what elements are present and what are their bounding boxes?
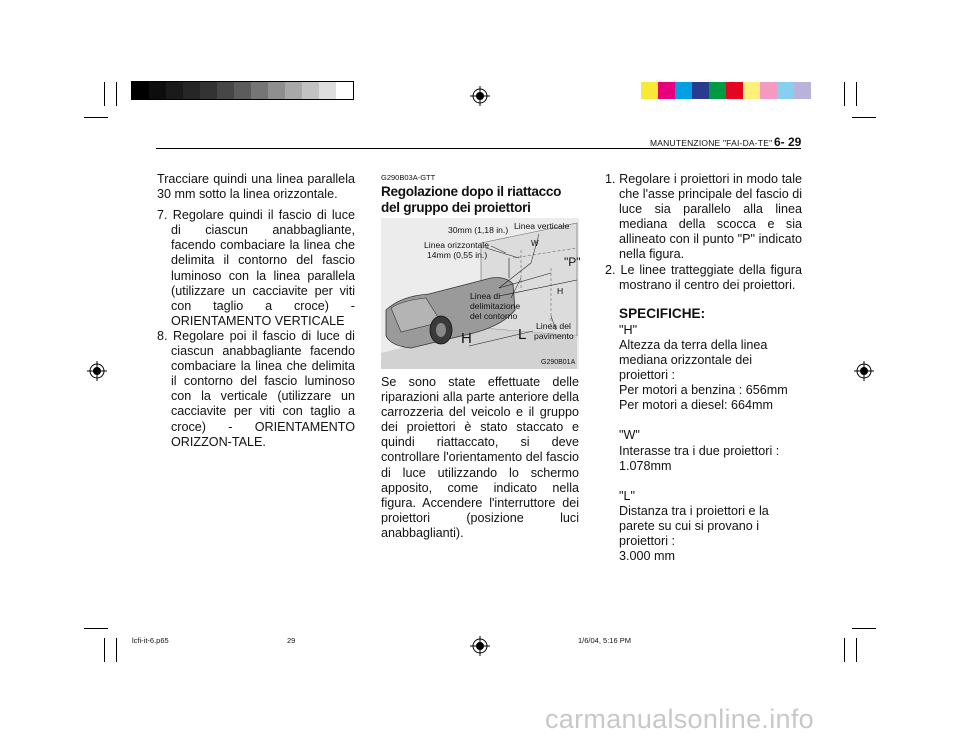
step-8: 8. Regolare poi il fascio di luce di ciascun anabbagliante facendo combaciare la linea che delimita il contorno del fascio luminoso con la verticale (utilizzare un cacciavite per viti con taglio a croce) - ORIENTAMENTO ORIZZON-TALE.: [157, 328, 355, 449]
registration-target-icon: [854, 361, 874, 381]
label-vertical-line: Linea verticale: [514, 221, 570, 231]
registration-target-icon: [87, 361, 107, 381]
label-contour-3: del contorno: [470, 311, 518, 321]
header-rule: [156, 148, 801, 149]
footer-date: 1/6/04, 5:16 PM: [578, 636, 631, 645]
middle-column: [381, 173, 579, 216]
footer-filename: lcfi-it-6.p65: [132, 636, 169, 645]
section-heading: Regolazione dopo il riattacco del gruppo dei proiettori: [381, 184, 562, 215]
step-2: 2. Le linee tratteggiate della figura mostrano il centro dei proiettori.: [605, 262, 802, 292]
label-l-big: L: [518, 326, 527, 343]
label-30mm: 30mm (1,18 in.): [448, 225, 509, 235]
spec-w-title: "W": [619, 428, 640, 443]
spec-l-title: "L": [619, 488, 635, 503]
spec-w-desc: Interasse tra i due proiettori :: [619, 443, 780, 458]
step-1: 1. Regolare i proiettori in modo tale che l'asse principale del fascio di luce sia parallelo alla linea mediana della scocca e sia allineato con il punto "P" indicato nella figura.: [605, 172, 803, 262]
spec-title: SPECIFICHE:: [619, 305, 706, 321]
spec-h-title: "H": [619, 322, 638, 337]
label-floor-2: pavimento: [534, 331, 574, 341]
figure-code: G290B01A: [541, 359, 576, 366]
middle-body-paragraph: Se sono state effettuate delle riparazioni alla parte anteriore della carrozzeria del veicolo e il gruppo dei proiettori è stato staccato e quindi riattaccato, si deve controllare l'orientamento del fascio di luce utilizzando lo schermo apposito, come indicato nella figura. Accendere l'interruttore dei proiettori (posizione luci anabbaglianti).: [381, 375, 579, 540]
spec-h-diesel: Per motori a diesel: 664mm: [619, 398, 773, 413]
middle-body: [381, 375, 579, 541]
spec-l-desc: Distanza tra i proiettori e la parete su cui si provano i proiettori :: [619, 503, 769, 548]
label-floor-1: Linea del: [536, 321, 571, 331]
section-code: G290B03A-GTT: [381, 173, 436, 182]
specifications: [605, 306, 802, 564]
label-14mm: 14mm (0,55 in.): [427, 250, 488, 260]
label-point-p: "P": [564, 255, 581, 269]
label-h-big: H: [461, 330, 472, 347]
label-h-small: H: [557, 286, 564, 296]
step-7: 7. Regolare quindi il fascio di luce di ciascun anabbagliante, facendo combaciare la linea che delimita il contorno del fascio luminoso con la linea parallela (utilizzare un cacciavite per viti con taglio a croce) - ORIENTAMENTO VERTICALE: [157, 208, 355, 328]
spec-w-value: 1.078mm: [619, 458, 672, 473]
left-column: [157, 172, 355, 450]
intro-paragraph: Tracciare quindi una linea parallela 30 mm sotto la linea orizzontale.: [157, 172, 355, 202]
label-contour-1: Linea di: [470, 291, 501, 301]
spec-h-desc: Altezza da terra della linea mediana orizzontale dei proiettori :: [619, 337, 768, 383]
right-column: [605, 172, 802, 564]
section-title: MANUTENZIONE "FAI-DA-TE": [650, 138, 773, 148]
spec-h-petrol: Per motori a benzina : 656mm: [619, 383, 788, 398]
label-w: W: [531, 239, 539, 248]
registration-target-icon: [470, 636, 490, 656]
page-number: 6- 29: [774, 135, 802, 149]
footer-page: 29: [287, 636, 296, 645]
label-horizontal-line: Linea orizzontale: [424, 240, 489, 250]
headlamp-aiming-figure: [381, 218, 579, 369]
spec-l-value: 3.000 mm: [619, 549, 675, 564]
label-contour-2: delimitazione: [470, 301, 521, 311]
watermark: carmanualsonline.info: [545, 704, 814, 734]
registration-target-icon: [470, 86, 490, 106]
